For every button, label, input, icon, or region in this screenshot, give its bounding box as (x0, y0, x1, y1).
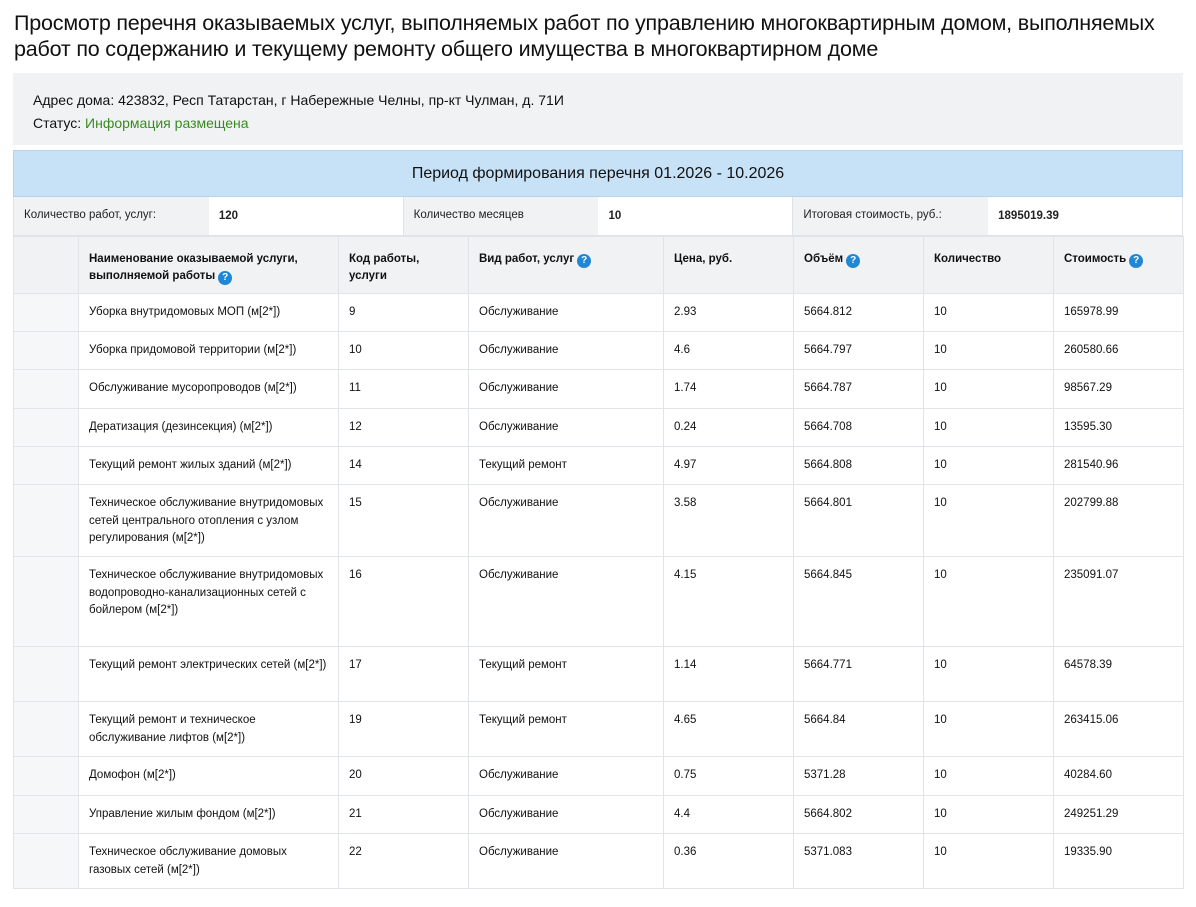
table-row (14, 447, 1184, 485)
quantity-cell: 10 (924, 647, 1054, 702)
table-row (14, 702, 1184, 757)
price-cell: 1.14 (664, 647, 794, 702)
row-blank-cell (14, 447, 79, 485)
row-blank-cell (14, 294, 79, 332)
volume-cell: 5664.797 (794, 332, 924, 370)
status-label: Статус: (33, 115, 82, 131)
volume-cell: 5664.845 (794, 557, 924, 647)
price-cell: 2.93 (664, 294, 794, 332)
quantity-cell: 10 (924, 485, 1054, 557)
table-row (14, 485, 1184, 557)
row-blank-cell (14, 796, 79, 834)
header-kind (469, 237, 664, 294)
code-cell: 21 (339, 796, 469, 834)
service-name-cell: Дератизация (дезинсекция) (м[2*]) (79, 409, 339, 447)
cost-cell: 235091.07 (1054, 557, 1184, 647)
code-cell: 9 (339, 294, 469, 332)
kind-cell: Обслуживание (469, 557, 664, 647)
row-blank-cell (14, 834, 79, 889)
kind-cell: Обслуживание (469, 332, 664, 370)
kind-cell: Обслуживание (469, 834, 664, 889)
quantity-cell: 10 (924, 370, 1054, 409)
code-cell: 15 (339, 485, 469, 557)
service-name-cell: Текущий ремонт и техническое обслуживание лифтов (м[2*]) (79, 702, 339, 757)
volume-cell: 5664.802 (794, 796, 924, 834)
code-cell: 22 (339, 834, 469, 889)
header-kind-label: Вид работ, услуг (479, 253, 575, 265)
help-icon[interactable]: ? (577, 254, 591, 268)
code-cell: 19 (339, 702, 469, 757)
row-blank-cell (14, 702, 79, 757)
table-row (14, 647, 1184, 702)
header-cost-label: Стоимость (1064, 253, 1127, 265)
code-cell: 10 (339, 332, 469, 370)
cost-cell: 19335.90 (1054, 834, 1184, 889)
row-blank-cell (14, 557, 79, 647)
service-name-cell: Текущий ремонт электрических сетей (м[2*]) (79, 647, 339, 702)
help-icon[interactable]: ? (846, 254, 860, 268)
code-cell: 16 (339, 557, 469, 647)
header-code: Код работы, услуги (339, 237, 469, 294)
kind-cell: Обслуживание (469, 370, 664, 409)
row-blank-cell (14, 370, 79, 409)
price-cell: 1.74 (664, 370, 794, 409)
header-service-name-label: Наименование оказываемой услуги, выполняемой работы (89, 253, 298, 282)
row-blank-cell (14, 757, 79, 796)
cost-cell: 13595.30 (1054, 409, 1184, 447)
price-cell: 4.15 (664, 557, 794, 647)
address-row (33, 90, 1183, 113)
service-name-cell: Техническое обслуживание внутридомовых водопроводно-канализационных сетей с бойлером (м[2*]) (79, 557, 339, 647)
volume-cell: 5664.812 (794, 294, 924, 332)
service-name-cell: Уборка придомовой территории (м[2*]) (79, 332, 339, 370)
kind-cell: Обслуживание (469, 294, 664, 332)
header-service-name (79, 237, 339, 294)
address-label: Адрес дома: (33, 92, 115, 108)
price-cell: 3.58 (664, 485, 794, 557)
table-row (14, 294, 1184, 332)
cost-cell: 281540.96 (1054, 447, 1184, 485)
code-cell: 11 (339, 370, 469, 409)
kind-cell: Текущий ремонт (469, 647, 664, 702)
service-name-cell: Обслуживание мусоропроводов (м[2*]) (79, 370, 339, 409)
quantity-cell: 10 (924, 757, 1054, 796)
volume-cell: 5664.708 (794, 409, 924, 447)
status-row (33, 113, 1183, 136)
months-count-value: 10 (598, 197, 793, 235)
kind-cell: Обслуживание (469, 485, 664, 557)
table-row (14, 370, 1184, 409)
service-name-cell: Техническое обслуживание домовых газовых сетей (м[2*]) (79, 834, 339, 889)
cost-cell: 64578.39 (1054, 647, 1184, 702)
help-icon[interactable]: ? (1129, 254, 1143, 268)
header-blank (14, 237, 79, 294)
quantity-cell: 10 (924, 447, 1054, 485)
cost-cell: 260580.66 (1054, 332, 1184, 370)
table-body (14, 294, 1184, 889)
months-count-label: Количество месяцев (404, 197, 599, 235)
table-row (14, 757, 1184, 796)
kind-cell: Обслуживание (469, 757, 664, 796)
status-value: Информация размещена (85, 115, 249, 131)
cost-cell: 165978.99 (1054, 294, 1184, 332)
volume-cell: 5371.083 (794, 834, 924, 889)
row-blank-cell (14, 409, 79, 447)
kind-cell: Обслуживание (469, 409, 664, 447)
price-cell: 0.24 (664, 409, 794, 447)
services-table (13, 236, 1184, 889)
table-row (14, 332, 1184, 370)
header-volume-label: Объём (804, 253, 844, 265)
kind-cell: Текущий ремонт (469, 447, 664, 485)
total-cost-label: Итоговая стоимость, руб.: (793, 197, 988, 235)
row-blank-cell (14, 647, 79, 702)
kind-cell: Обслуживание (469, 796, 664, 834)
header-cost (1054, 237, 1184, 294)
header-price: Цена, руб. (664, 237, 794, 294)
row-blank-cell (14, 485, 79, 557)
house-info-panel (13, 73, 1183, 145)
service-name-cell: Уборка внутридомовых МОП (м[2*]) (79, 294, 339, 332)
volume-cell: 5664.808 (794, 447, 924, 485)
price-cell: 4.4 (664, 796, 794, 834)
code-cell: 14 (339, 447, 469, 485)
quantity-cell: 10 (924, 702, 1054, 757)
cost-cell: 40284.60 (1054, 757, 1184, 796)
quantity-cell: 10 (924, 834, 1054, 889)
price-cell: 4.97 (664, 447, 794, 485)
page-title: Просмотр перечня оказываемых услуг, выполняемых работ по управлению многоквартирным домом, выполняемых работ по содержанию и текущему ремонту общего имущества в многоквартирном доме (14, 11, 1155, 61)
summary-row (13, 197, 1183, 236)
header-quantity: Количество (924, 237, 1054, 294)
volume-cell: 5664.84 (794, 702, 924, 757)
code-cell: 17 (339, 647, 469, 702)
cost-cell: 249251.29 (1054, 796, 1184, 834)
price-cell: 4.6 (664, 332, 794, 370)
service-name-cell: Текущий ремонт жилых зданий (м[2*]) (79, 447, 339, 485)
quantity-cell: 10 (924, 294, 1054, 332)
volume-cell: 5664.771 (794, 647, 924, 702)
table-header-row (14, 237, 1184, 294)
table-row (14, 557, 1184, 647)
volume-cell: 5371.28 (794, 757, 924, 796)
kind-cell: Текущий ремонт (469, 702, 664, 757)
price-cell: 0.36 (664, 834, 794, 889)
quantity-cell: 10 (924, 557, 1054, 647)
address-value: 423832, Респ Татарстан, г Набережные Челны, пр-кт Чулман, д. 71И (118, 92, 564, 108)
cost-cell: 263415.06 (1054, 702, 1184, 757)
works-count-label: Количество работ, услуг: (14, 197, 209, 235)
price-cell: 4.65 (664, 702, 794, 757)
volume-cell: 5664.787 (794, 370, 924, 409)
period-header: Период формирования перечня 01.2026 - 10.2026 (13, 150, 1183, 197)
header-volume (794, 237, 924, 294)
service-name-cell: Домофон (м[2*]) (79, 757, 339, 796)
table-row (14, 796, 1184, 834)
service-name-cell: Техническое обслуживание внутридомовых сетей центрального отопления с узлом регулирования (м[2*]) (79, 485, 339, 557)
table-row (14, 409, 1184, 447)
table-row (14, 834, 1184, 889)
code-cell: 20 (339, 757, 469, 796)
total-cost-value: 1895019.39 (988, 197, 1183, 235)
price-cell: 0.75 (664, 757, 794, 796)
quantity-cell: 10 (924, 332, 1054, 370)
cost-cell: 98567.29 (1054, 370, 1184, 409)
volume-cell: 5664.801 (794, 485, 924, 557)
quantity-cell: 10 (924, 409, 1054, 447)
quantity-cell: 10 (924, 796, 1054, 834)
works-count-value: 120 (209, 197, 404, 235)
row-blank-cell (14, 332, 79, 370)
cost-cell: 202799.88 (1054, 485, 1184, 557)
service-name-cell: Управление жилым фондом (м[2*]) (79, 796, 339, 834)
code-cell: 12 (339, 409, 469, 447)
help-icon[interactable]: ? (218, 271, 232, 285)
